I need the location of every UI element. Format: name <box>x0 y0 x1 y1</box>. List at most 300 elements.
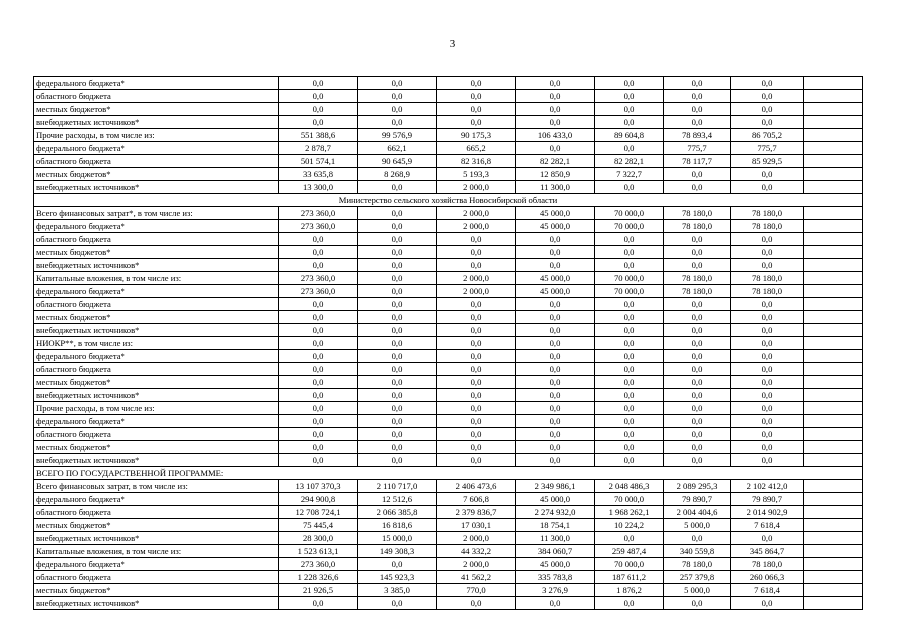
value-cell: 273 360,0 <box>279 272 358 285</box>
value-cell: 70 000,0 <box>595 493 664 506</box>
empty-cell <box>804 324 863 337</box>
table-row <box>34 584 863 597</box>
value-cell: 89 604,8 <box>595 129 664 142</box>
value-cell: 2 406 473,6 <box>437 480 516 493</box>
value-cell: 0,0 <box>516 259 595 272</box>
value-cell: 7 322,7 <box>595 168 664 181</box>
value-cell: 665,2 <box>437 142 516 155</box>
value-cell: 1 523 613,1 <box>279 545 358 558</box>
value-cell: 0,0 <box>516 597 595 610</box>
row-label: федерального бюджета* <box>34 285 279 298</box>
value-cell: 0,0 <box>437 376 516 389</box>
table-row <box>34 142 863 155</box>
value-cell: 0,0 <box>731 233 804 246</box>
value-cell: 99 576,9 <box>358 129 437 142</box>
value-cell: 0,0 <box>358 389 437 402</box>
value-cell: 11 300,0 <box>516 532 595 545</box>
value-cell: 770,0 <box>437 584 516 597</box>
empty-cell <box>804 142 863 155</box>
value-cell: 0,0 <box>358 324 437 337</box>
value-cell: 0,0 <box>279 103 358 116</box>
empty-cell <box>804 129 863 142</box>
table-row <box>34 571 863 584</box>
value-cell: 45 000,0 <box>516 207 595 220</box>
value-cell: 0,0 <box>437 116 516 129</box>
value-cell: 0,0 <box>437 402 516 415</box>
value-cell: 78 117,7 <box>664 155 731 168</box>
table-row <box>34 116 863 129</box>
value-cell: 21 926,5 <box>279 584 358 597</box>
value-cell: 5 000,0 <box>664 519 731 532</box>
value-cell: 78 180,0 <box>664 220 731 233</box>
value-cell: 7 618,4 <box>731 584 804 597</box>
value-cell: 0,0 <box>279 311 358 324</box>
value-cell: 0,0 <box>279 259 358 272</box>
value-cell: 0,0 <box>664 324 731 337</box>
value-cell: 78 180,0 <box>731 558 804 571</box>
value-cell: 41 562,2 <box>437 571 516 584</box>
row-label: областного бюджета <box>34 155 279 168</box>
value-cell: 0,0 <box>279 376 358 389</box>
program-total-title: ВСЕГО ПО ГОСУДАРСТВЕННОЙ ПРОГРАММЕ: <box>34 467 863 480</box>
row-label: внебюджетных источников* <box>34 532 279 545</box>
value-cell: 0,0 <box>279 90 358 103</box>
value-cell: 0,0 <box>664 311 731 324</box>
empty-cell <box>804 233 863 246</box>
value-cell: 78 180,0 <box>664 207 731 220</box>
value-cell: 0,0 <box>358 363 437 376</box>
value-cell: 0,0 <box>664 597 731 610</box>
value-cell: 257 379,8 <box>664 571 731 584</box>
value-cell: 0,0 <box>595 415 664 428</box>
empty-cell <box>804 103 863 116</box>
value-cell: 0,0 <box>279 350 358 363</box>
value-cell: 45 000,0 <box>516 493 595 506</box>
value-cell: 0,0 <box>279 337 358 350</box>
value-cell: 0,0 <box>279 246 358 259</box>
value-cell: 0,0 <box>731 298 804 311</box>
value-cell: 0,0 <box>595 246 664 259</box>
value-cell: 78 180,0 <box>664 558 731 571</box>
value-cell: 0,0 <box>664 350 731 363</box>
value-cell: 0,0 <box>279 116 358 129</box>
value-cell: 1 968 262,1 <box>595 506 664 519</box>
table-row <box>34 181 863 194</box>
empty-cell <box>804 428 863 441</box>
value-cell: 0,0 <box>731 532 804 545</box>
value-cell: 0,0 <box>595 363 664 376</box>
value-cell: 0,0 <box>664 532 731 545</box>
value-cell: 0,0 <box>279 298 358 311</box>
row-label: федерального бюджета* <box>34 220 279 233</box>
section-title: Министерство сельского хозяйства Новосибирской области <box>34 194 863 207</box>
value-cell: 0,0 <box>279 363 358 376</box>
value-cell: 0,0 <box>664 363 731 376</box>
value-cell: 0,0 <box>279 233 358 246</box>
value-cell: 0,0 <box>358 402 437 415</box>
value-cell: 0,0 <box>595 597 664 610</box>
empty-cell <box>804 376 863 389</box>
value-cell: 0,0 <box>664 441 731 454</box>
value-cell: 0,0 <box>731 337 804 350</box>
value-cell: 0,0 <box>731 181 804 194</box>
table-row <box>34 77 863 90</box>
value-cell: 1 876,2 <box>595 584 664 597</box>
table-row <box>34 168 863 181</box>
table-row <box>34 415 863 428</box>
value-cell: 0,0 <box>516 311 595 324</box>
value-cell: 78 180,0 <box>731 285 804 298</box>
empty-cell <box>804 337 863 350</box>
value-cell: 0,0 <box>437 233 516 246</box>
value-cell: 2 066 385,8 <box>358 506 437 519</box>
value-cell: 82 316,8 <box>437 155 516 168</box>
value-cell: 0,0 <box>664 428 731 441</box>
value-cell: 70 000,0 <box>595 207 664 220</box>
value-cell: 15 000,0 <box>358 532 437 545</box>
value-cell: 0,0 <box>731 103 804 116</box>
value-cell: 16 818,6 <box>358 519 437 532</box>
value-cell: 2 000,0 <box>437 207 516 220</box>
value-cell: 2 000,0 <box>437 272 516 285</box>
empty-cell <box>804 363 863 376</box>
table-row <box>34 155 863 168</box>
value-cell: 0,0 <box>437 259 516 272</box>
table-row <box>34 129 863 142</box>
value-cell: 0,0 <box>516 415 595 428</box>
value-cell: 0,0 <box>358 597 437 610</box>
value-cell: 260 066,3 <box>731 571 804 584</box>
value-cell: 0,0 <box>358 441 437 454</box>
value-cell: 82 282,1 <box>516 155 595 168</box>
value-cell: 0,0 <box>516 298 595 311</box>
value-cell: 0,0 <box>358 350 437 363</box>
row-label: местных бюджетов* <box>34 311 279 324</box>
value-cell: 0,0 <box>664 298 731 311</box>
value-cell: 0,0 <box>437 350 516 363</box>
row-label: областного бюджета <box>34 363 279 376</box>
row-label: Прочие расходы, в том числе из: <box>34 129 279 142</box>
value-cell: 12 850,9 <box>516 168 595 181</box>
value-cell: 2 878,7 <box>279 142 358 155</box>
value-cell: 0,0 <box>516 324 595 337</box>
value-cell: 0,0 <box>358 220 437 233</box>
value-cell: 0,0 <box>437 337 516 350</box>
value-cell: 79 890,7 <box>664 493 731 506</box>
row-label: местных бюджетов* <box>34 103 279 116</box>
value-cell: 45 000,0 <box>516 272 595 285</box>
value-cell: 259 487,4 <box>595 545 664 558</box>
value-cell: 2 048 486,3 <box>595 480 664 493</box>
value-cell: 0,0 <box>731 597 804 610</box>
value-cell: 18 754,1 <box>516 519 595 532</box>
value-cell: 145 923,3 <box>358 571 437 584</box>
table-row <box>34 103 863 116</box>
value-cell: 0,0 <box>279 389 358 402</box>
value-cell: 0,0 <box>595 77 664 90</box>
section-header-row <box>34 194 863 207</box>
value-cell: 0,0 <box>358 428 437 441</box>
value-cell: 0,0 <box>664 246 731 259</box>
value-cell: 0,0 <box>358 337 437 350</box>
table-row <box>34 441 863 454</box>
row-label: внебюджетных источников* <box>34 597 279 610</box>
empty-cell <box>804 155 863 168</box>
value-cell: 0,0 <box>437 324 516 337</box>
value-cell: 0,0 <box>437 103 516 116</box>
value-cell: 0,0 <box>358 116 437 129</box>
table-row <box>34 207 863 220</box>
row-label: местных бюджетов* <box>34 246 279 259</box>
value-cell: 0,0 <box>516 350 595 363</box>
empty-cell <box>804 77 863 90</box>
value-cell: 273 360,0 <box>279 558 358 571</box>
value-cell: 0,0 <box>731 350 804 363</box>
value-cell: 82 282,1 <box>595 155 664 168</box>
value-cell: 551 388,6 <box>279 129 358 142</box>
table-row <box>34 454 863 467</box>
table-row <box>34 350 863 363</box>
empty-cell <box>804 116 863 129</box>
empty-cell <box>804 246 863 259</box>
table-row <box>34 428 863 441</box>
row-label: федерального бюджета* <box>34 350 279 363</box>
value-cell: 0,0 <box>595 298 664 311</box>
value-cell: 0,0 <box>358 376 437 389</box>
value-cell: 0,0 <box>664 181 731 194</box>
value-cell: 0,0 <box>664 415 731 428</box>
value-cell: 0,0 <box>595 311 664 324</box>
table-row <box>34 90 863 103</box>
value-cell: 775,7 <box>731 142 804 155</box>
value-cell: 0,0 <box>437 90 516 103</box>
value-cell: 75 445,4 <box>279 519 358 532</box>
value-cell: 0,0 <box>516 233 595 246</box>
value-cell: 2 000,0 <box>437 532 516 545</box>
value-cell: 273 360,0 <box>279 220 358 233</box>
row-label: Капитальные вложения, в том числе из: <box>34 272 279 285</box>
row-label: федерального бюджета* <box>34 415 279 428</box>
value-cell: 273 360,0 <box>279 285 358 298</box>
row-label: Капитальные вложения, в том числе из: <box>34 545 279 558</box>
value-cell: 0,0 <box>664 116 731 129</box>
table-row <box>34 259 863 272</box>
value-cell: 0,0 <box>664 168 731 181</box>
value-cell: 0,0 <box>731 311 804 324</box>
row-label: внебюджетных источников* <box>34 116 279 129</box>
value-cell: 0,0 <box>437 441 516 454</box>
value-cell: 0,0 <box>516 142 595 155</box>
empty-cell <box>804 441 863 454</box>
value-cell: 0,0 <box>595 142 664 155</box>
value-cell: 149 308,3 <box>358 545 437 558</box>
program-total-header-row <box>34 467 863 480</box>
empty-cell <box>804 571 863 584</box>
row-label: Всего финансовых затрат, в том числе из: <box>34 480 279 493</box>
value-cell: 33 635,8 <box>279 168 358 181</box>
value-cell: 0,0 <box>437 415 516 428</box>
value-cell: 0,0 <box>516 428 595 441</box>
value-cell: 0,0 <box>731 428 804 441</box>
value-cell: 0,0 <box>516 376 595 389</box>
value-cell: 0,0 <box>437 454 516 467</box>
value-cell: 3 385,0 <box>358 584 437 597</box>
value-cell: 106 433,0 <box>516 129 595 142</box>
empty-cell <box>804 311 863 324</box>
value-cell: 0,0 <box>437 246 516 259</box>
value-cell: 13 107 370,3 <box>279 480 358 493</box>
empty-cell <box>804 220 863 233</box>
value-cell: 0,0 <box>595 259 664 272</box>
value-cell: 0,0 <box>516 337 595 350</box>
value-cell: 2 274 932,0 <box>516 506 595 519</box>
value-cell: 0,0 <box>516 116 595 129</box>
table-row <box>34 220 863 233</box>
value-cell: 1 228 326,6 <box>279 571 358 584</box>
value-cell: 0,0 <box>595 428 664 441</box>
row-label: местных бюджетов* <box>34 519 279 532</box>
value-cell: 0,0 <box>664 90 731 103</box>
value-cell: 0,0 <box>279 454 358 467</box>
value-cell: 335 783,8 <box>516 571 595 584</box>
value-cell: 11 300,0 <box>516 181 595 194</box>
value-cell: 0,0 <box>358 181 437 194</box>
value-cell: 0,0 <box>516 103 595 116</box>
value-cell: 2 349 986,1 <box>516 480 595 493</box>
empty-cell <box>804 259 863 272</box>
value-cell: 775,7 <box>664 142 731 155</box>
value-cell: 0,0 <box>731 246 804 259</box>
value-cell: 0,0 <box>595 350 664 363</box>
value-cell: 0,0 <box>595 103 664 116</box>
value-cell: 5 000,0 <box>664 584 731 597</box>
empty-cell <box>804 90 863 103</box>
value-cell: 2 000,0 <box>437 558 516 571</box>
empty-cell <box>804 558 863 571</box>
value-cell: 0,0 <box>437 389 516 402</box>
value-cell: 0,0 <box>664 259 731 272</box>
value-cell: 0,0 <box>595 376 664 389</box>
row-label: НИОКР**, в том числе из: <box>34 337 279 350</box>
value-cell: 501 574,1 <box>279 155 358 168</box>
row-label: федерального бюджета* <box>34 558 279 571</box>
value-cell: 79 890,7 <box>731 493 804 506</box>
row-label: Всего финансовых затрат*, в том числе из: <box>34 207 279 220</box>
value-cell: 0,0 <box>358 233 437 246</box>
table-row <box>34 246 863 259</box>
value-cell: 0,0 <box>437 311 516 324</box>
value-cell: 0,0 <box>664 402 731 415</box>
value-cell: 45 000,0 <box>516 558 595 571</box>
empty-cell <box>804 350 863 363</box>
row-label: федерального бюджета* <box>34 77 279 90</box>
value-cell: 0,0 <box>664 77 731 90</box>
row-label: внебюджетных источников* <box>34 454 279 467</box>
value-cell: 85 929,5 <box>731 155 804 168</box>
value-cell: 2 102 412,0 <box>731 480 804 493</box>
row-label: местных бюджетов* <box>34 584 279 597</box>
page-number: 3 <box>449 38 456 50</box>
table-row <box>34 376 863 389</box>
empty-cell <box>804 519 863 532</box>
value-cell: 0,0 <box>731 389 804 402</box>
value-cell: 0,0 <box>358 77 437 90</box>
empty-cell <box>804 168 863 181</box>
value-cell: 0,0 <box>358 246 437 259</box>
budget-table-body <box>34 77 863 610</box>
value-cell: 0,0 <box>279 415 358 428</box>
value-cell: 0,0 <box>731 363 804 376</box>
row-label: областного бюджета <box>34 506 279 519</box>
empty-cell <box>804 493 863 506</box>
row-label: внебюджетных источников* <box>34 259 279 272</box>
value-cell: 7 618,4 <box>731 519 804 532</box>
value-cell: 2 379 836,7 <box>437 506 516 519</box>
value-cell: 0,0 <box>731 77 804 90</box>
empty-cell <box>804 506 863 519</box>
value-cell: 70 000,0 <box>595 272 664 285</box>
value-cell: 0,0 <box>731 376 804 389</box>
value-cell: 78 180,0 <box>731 272 804 285</box>
value-cell: 12 512,6 <box>358 493 437 506</box>
value-cell: 0,0 <box>358 103 437 116</box>
value-cell: 0,0 <box>516 77 595 90</box>
value-cell: 0,0 <box>279 77 358 90</box>
empty-cell <box>804 285 863 298</box>
value-cell: 5 193,3 <box>437 168 516 181</box>
value-cell: 340 559,8 <box>664 545 731 558</box>
table-row <box>34 545 863 558</box>
value-cell: 0,0 <box>731 415 804 428</box>
value-cell: 0,0 <box>664 389 731 402</box>
value-cell: 0,0 <box>595 441 664 454</box>
value-cell: 70 000,0 <box>595 220 664 233</box>
empty-cell <box>804 597 863 610</box>
value-cell: 78 180,0 <box>731 220 804 233</box>
value-cell: 0,0 <box>595 233 664 246</box>
value-cell: 0,0 <box>437 298 516 311</box>
value-cell: 45 000,0 <box>516 285 595 298</box>
value-cell: 0,0 <box>516 363 595 376</box>
table-row <box>34 480 863 493</box>
value-cell: 2 014 902,9 <box>731 506 804 519</box>
value-cell: 70 000,0 <box>595 285 664 298</box>
row-label: внебюджетных источников* <box>34 389 279 402</box>
value-cell: 0,0 <box>664 376 731 389</box>
value-cell: 0,0 <box>279 428 358 441</box>
value-cell: 0,0 <box>358 298 437 311</box>
value-cell: 0,0 <box>595 532 664 545</box>
table-row <box>34 233 863 246</box>
empty-cell <box>804 545 863 558</box>
table-row <box>34 519 863 532</box>
row-label: Прочие расходы, в том числе из: <box>34 402 279 415</box>
value-cell: 0,0 <box>731 168 804 181</box>
value-cell: 0,0 <box>358 415 437 428</box>
value-cell: 273 360,0 <box>279 207 358 220</box>
empty-cell <box>804 272 863 285</box>
value-cell: 0,0 <box>516 454 595 467</box>
value-cell: 0,0 <box>279 324 358 337</box>
empty-cell <box>804 415 863 428</box>
value-cell: 12 708 724,1 <box>279 506 358 519</box>
value-cell: 2 000,0 <box>437 220 516 233</box>
value-cell: 0,0 <box>595 116 664 129</box>
value-cell: 662,1 <box>358 142 437 155</box>
row-label: местных бюджетов* <box>34 441 279 454</box>
row-label: федерального бюджета* <box>34 493 279 506</box>
table-row <box>34 272 863 285</box>
